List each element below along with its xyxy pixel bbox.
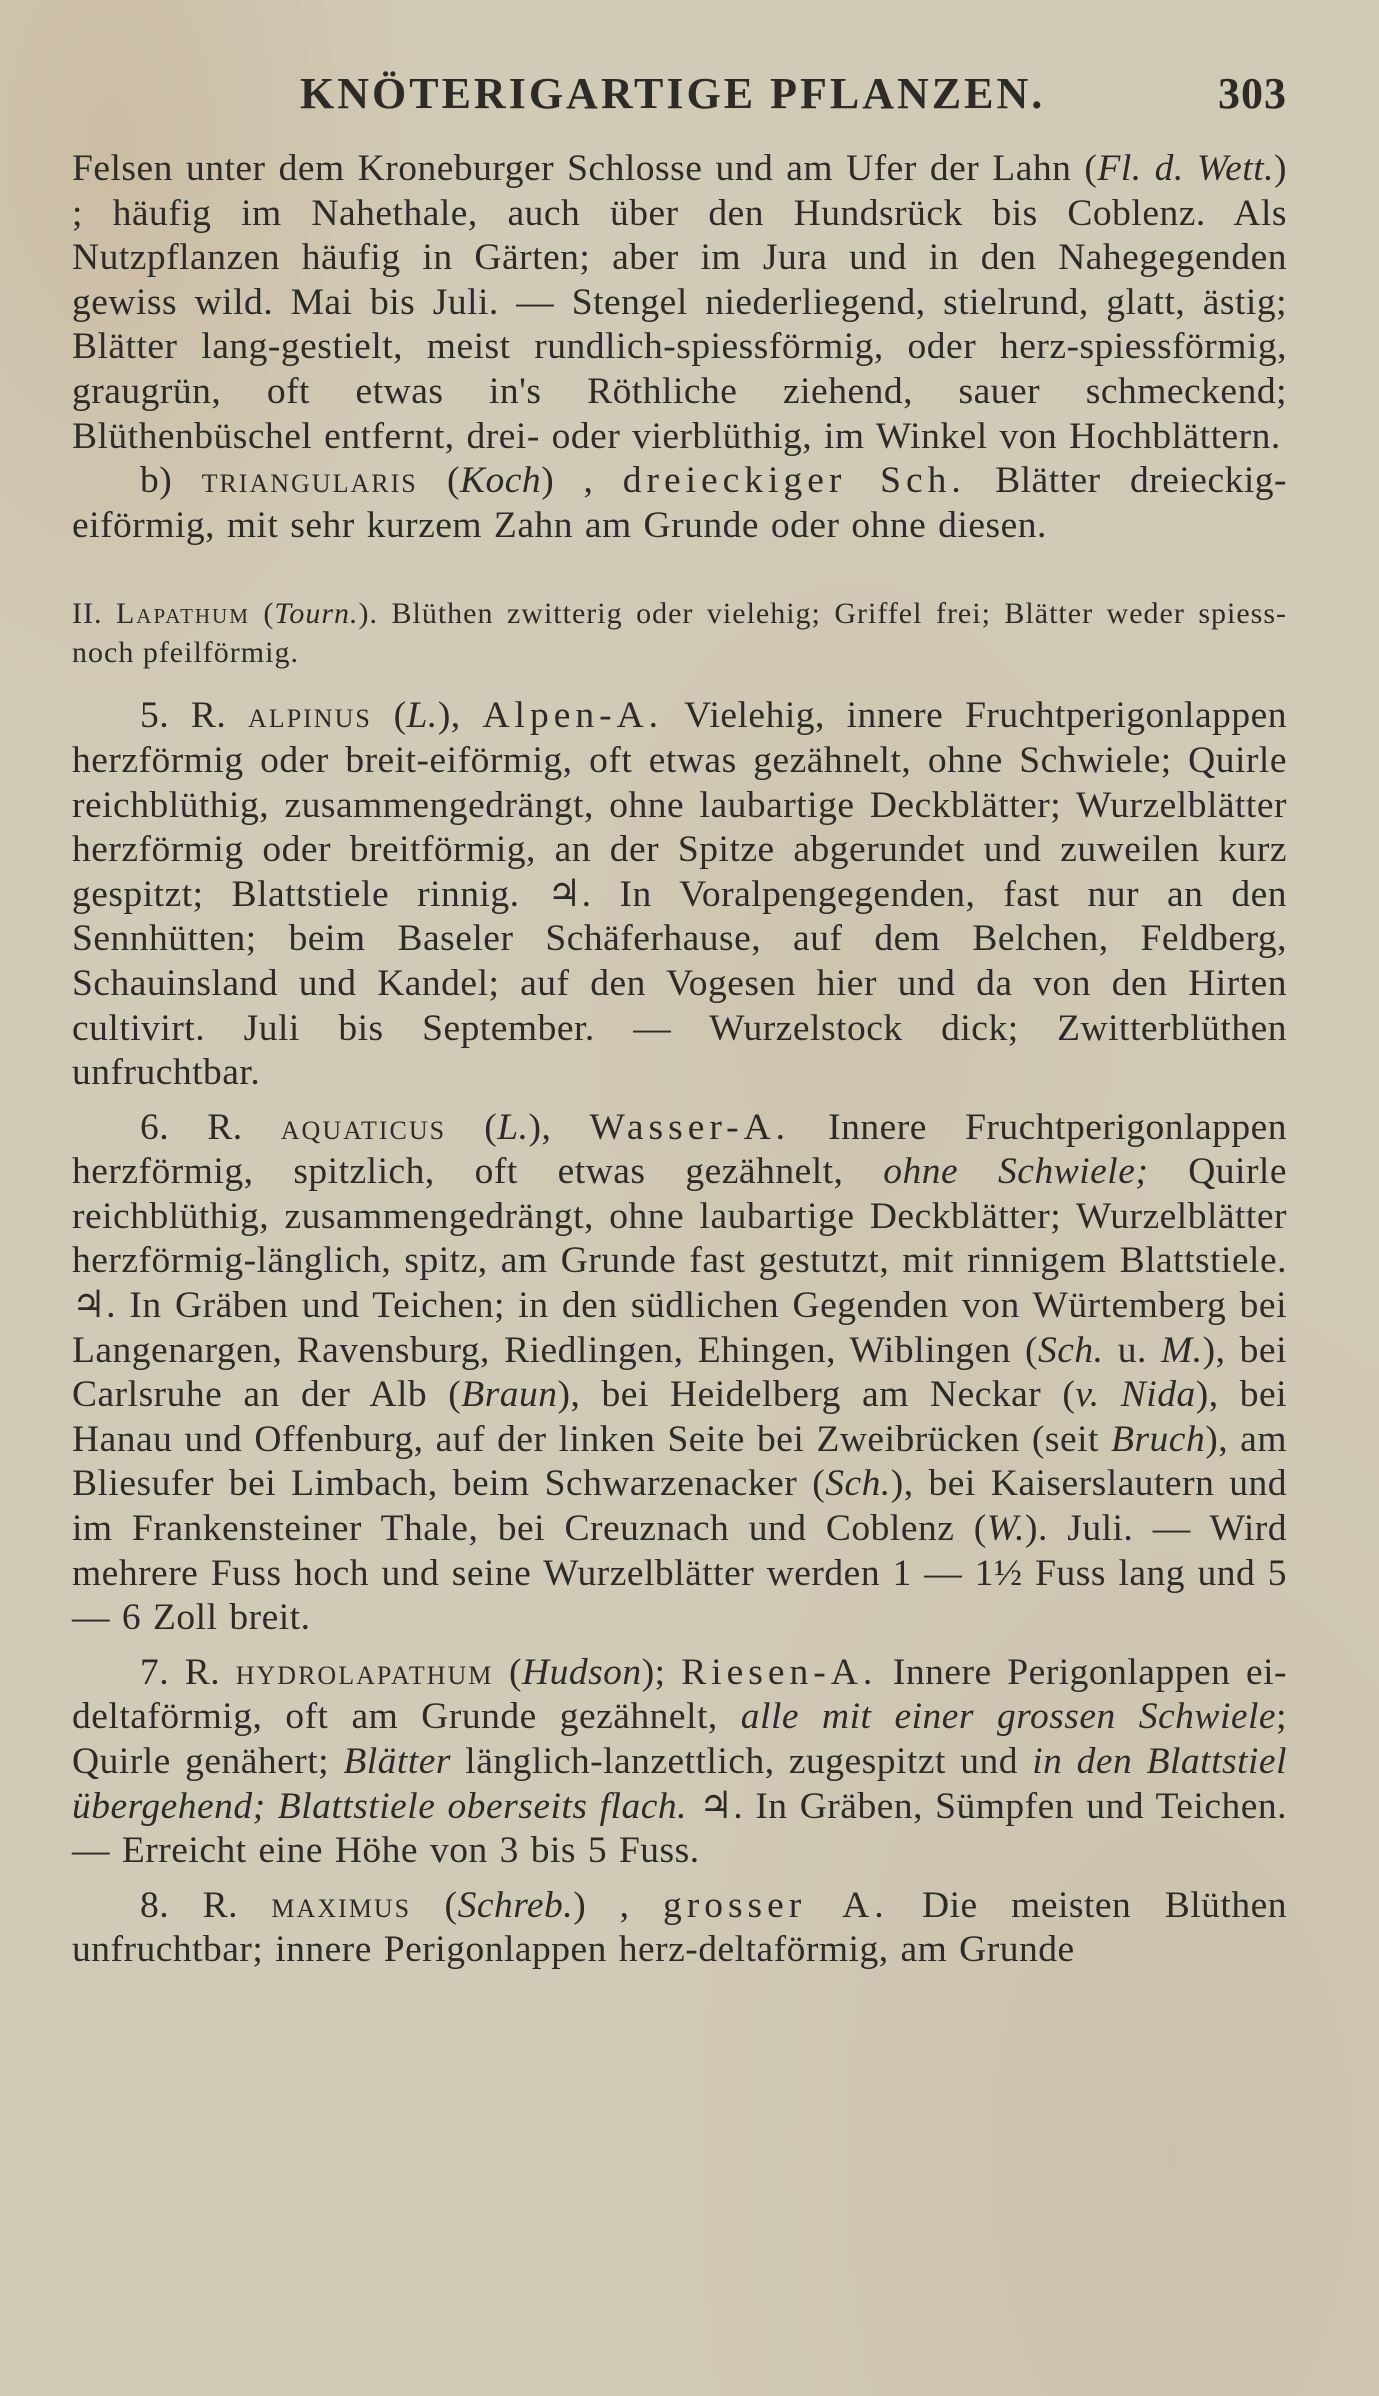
citation: M. bbox=[1161, 1329, 1203, 1371]
page-number: 303 bbox=[1218, 69, 1287, 118]
text: länglich-lanzettlich, zugespitzt und bbox=[451, 1741, 1033, 1782]
citation: Fl. d. Wett. bbox=[1097, 148, 1274, 189]
text: Quirle reichblüthig, zusammengedrängt, ohne laubartige Deckblätter; Wurzelblätter herzförmig-länglich, spitz, am Grunde fast gestutzt, mit rinnigem Blattstiele. ♃. In Gräben und Teichen; in den südlichen Gegenden von Würtemberg bei Langenargen, Ravensburg, Riedlingen, Ehingen, Wiblingen ( bbox=[72, 1151, 1287, 1371]
text: ), bbox=[437, 695, 483, 737]
citation: Sch. bbox=[1038, 1329, 1104, 1371]
common-name: Riesen-A. bbox=[681, 1651, 878, 1693]
emphasis: in den Blattstiel übergehend; Blattstiele oberseits flach. bbox=[72, 1741, 1287, 1827]
emphasis: ohne Schwiele; bbox=[883, 1151, 1149, 1193]
common-name: dreieckiger Sch. bbox=[622, 460, 966, 502]
species-name: hydrolapathum bbox=[235, 1651, 494, 1693]
text: Vielehig, innere Fruchtperigonlappen herzförmig oder breit-eiförmig, oft etwas gezähnelt, ohne Schwiele; Quirle reichblüthig, zusammengedrängt, ohne laubartige Deckblätter; Wurzelblätter herzförmig oder breitförmig, an der Spitze abgerundet und zuweilen kurz gespitzt; Blattstiele rinnig. ♃. In Voralpengegenden, fast nur an den Sennhütten; beim Baseler Schäferhause, auf dem Belchen, Feldberg, Schauinsland und Kandel; auf den Vogesen hier und da von den Hirten cultivirt. Juli bis September. — Wurzelstock dick; Zwitterblüthen unfruchtbar. bbox=[72, 695, 1287, 1094]
author: L. bbox=[406, 695, 438, 737]
text: Innere Perigonlappen ei-deltaförmig, oft am Grunde gezähnelt, bbox=[72, 1651, 1287, 1738]
citation: Sch. bbox=[825, 1463, 891, 1505]
text: Felsen unter dem Kroneburger Schlosse und am Ufer der Lahn ( bbox=[72, 148, 1098, 189]
species-number: 8. R. bbox=[140, 1884, 272, 1926]
text: ( bbox=[249, 597, 275, 631]
citation: W. bbox=[986, 1508, 1025, 1550]
paragraph-continuation bbox=[72, 147, 1287, 459]
running-title: KNÖTERIGARTIGE PFLANZEN. bbox=[300, 69, 1046, 118]
text: ). Juli. — Wird mehrere Fuss hoch und seine Wurzelblätter werden 1 — 1½ Fuss lang und 5 — 6 Zoll breit. bbox=[72, 1508, 1287, 1639]
citation: Bruch bbox=[1111, 1418, 1206, 1460]
species-number: 6. R. bbox=[140, 1106, 281, 1148]
text: ( bbox=[417, 460, 461, 502]
species-number: 5. R. bbox=[140, 695, 249, 737]
text: b) bbox=[140, 460, 202, 502]
species-name: maximus bbox=[271, 1884, 412, 1926]
paragraph-species-6 bbox=[72, 1106, 1287, 1641]
text: u. bbox=[1103, 1329, 1162, 1371]
paragraph-variety-b bbox=[72, 459, 1287, 548]
text: ). Blüthen zwitterig oder vielehig; Griffel frei; Blätter weder spiess- noch pfeilförmig. bbox=[72, 597, 1287, 670]
text: ) ; häufig im Nahethale, auch über den Hundsrück bis Coblenz. Als Nutzpflanzen häufig in Gärten; aber im Jura und in den Nahegegenden gewiss wild. Mai bis Juli. — Stengel niederliegend, stielrund, glatt, ästig; Blätter lang-gestielt, meist rundlich-spiessförmig, oder herz-spiessförmig, graugrün, oft etwas in's Röthliche ziehend, sauer schmeckend; Blüthenbüschel entfernt, drei- oder vierblüthig, im Winkel von Hochblättern. bbox=[72, 148, 1287, 457]
text: ( bbox=[493, 1651, 522, 1693]
common-name: Alpen-A. bbox=[482, 695, 664, 737]
text: Blätter dreieckig-eiförmig, mit sehr kurzem Zahn am Grunde oder ohne diesen. bbox=[72, 460, 1287, 546]
common-name: grosser A. bbox=[662, 1884, 889, 1926]
text: Innere Fruchtperigonlappen herzförmig, spitzlich, oft etwas gezähnelt, bbox=[72, 1106, 1287, 1193]
citation: v. Nida bbox=[1075, 1374, 1196, 1416]
species-name: alpinus bbox=[248, 695, 372, 737]
text: Die meisten Blüthen unfruchtbar; innere Perigonlappen herz-deltaförmig, am Grunde bbox=[72, 1884, 1287, 1971]
section-name: Lapathum bbox=[115, 597, 250, 631]
text: ( bbox=[411, 1884, 458, 1926]
paragraph-species-5 bbox=[72, 694, 1287, 1095]
text: ), bei Carlsruhe an der Alb ( bbox=[72, 1329, 1287, 1416]
text: ), bei Kaiserslautern und im Frankensteiner Thale, bei Creuznach und Coblenz ( bbox=[72, 1463, 1287, 1550]
species-number: 7. R. bbox=[140, 1651, 236, 1693]
paragraph-species-7 bbox=[72, 1651, 1287, 1874]
common-name: Wasser-A. bbox=[589, 1106, 791, 1148]
text: ( bbox=[446, 1106, 498, 1148]
citation: Braun bbox=[461, 1374, 558, 1416]
text: II. bbox=[72, 597, 116, 631]
paragraph-species-8 bbox=[72, 1884, 1287, 1973]
species-name: triangularis bbox=[201, 460, 418, 502]
author: L. bbox=[497, 1106, 529, 1148]
author: Schreb. bbox=[457, 1884, 574, 1926]
emphasis: alle mit einer grossen Schwiele bbox=[740, 1696, 1277, 1738]
text: ); bbox=[641, 1651, 682, 1693]
running-head bbox=[72, 68, 1287, 119]
emphasis: Blätter bbox=[343, 1741, 452, 1782]
text: ) , bbox=[573, 1884, 663, 1926]
text: ), bei Heidelberg am Neckar ( bbox=[557, 1374, 1076, 1416]
text: ), bei Hanau und Offenburg, auf der linken Seite bei Zweibrücken (seit bbox=[72, 1374, 1288, 1460]
text: ) , bbox=[541, 460, 623, 502]
author: Hudson bbox=[522, 1651, 642, 1693]
author: Koch bbox=[460, 460, 542, 502]
species-name: aquaticus bbox=[280, 1106, 447, 1148]
text: ( bbox=[371, 695, 407, 737]
text: ), bbox=[528, 1106, 590, 1148]
text: ♃. In Gräben, Sümpfen und Teichen. — Erreicht eine Höhe von 3 bis 5 Fuss. bbox=[72, 1785, 1287, 1872]
author: Tourn. bbox=[274, 597, 359, 631]
text: ), am Bliesufer bei Limbach, beim Schwarzenacker ( bbox=[72, 1418, 1287, 1505]
text: ; Quirle genähert; bbox=[72, 1696, 1287, 1782]
section-heading bbox=[72, 594, 1287, 672]
